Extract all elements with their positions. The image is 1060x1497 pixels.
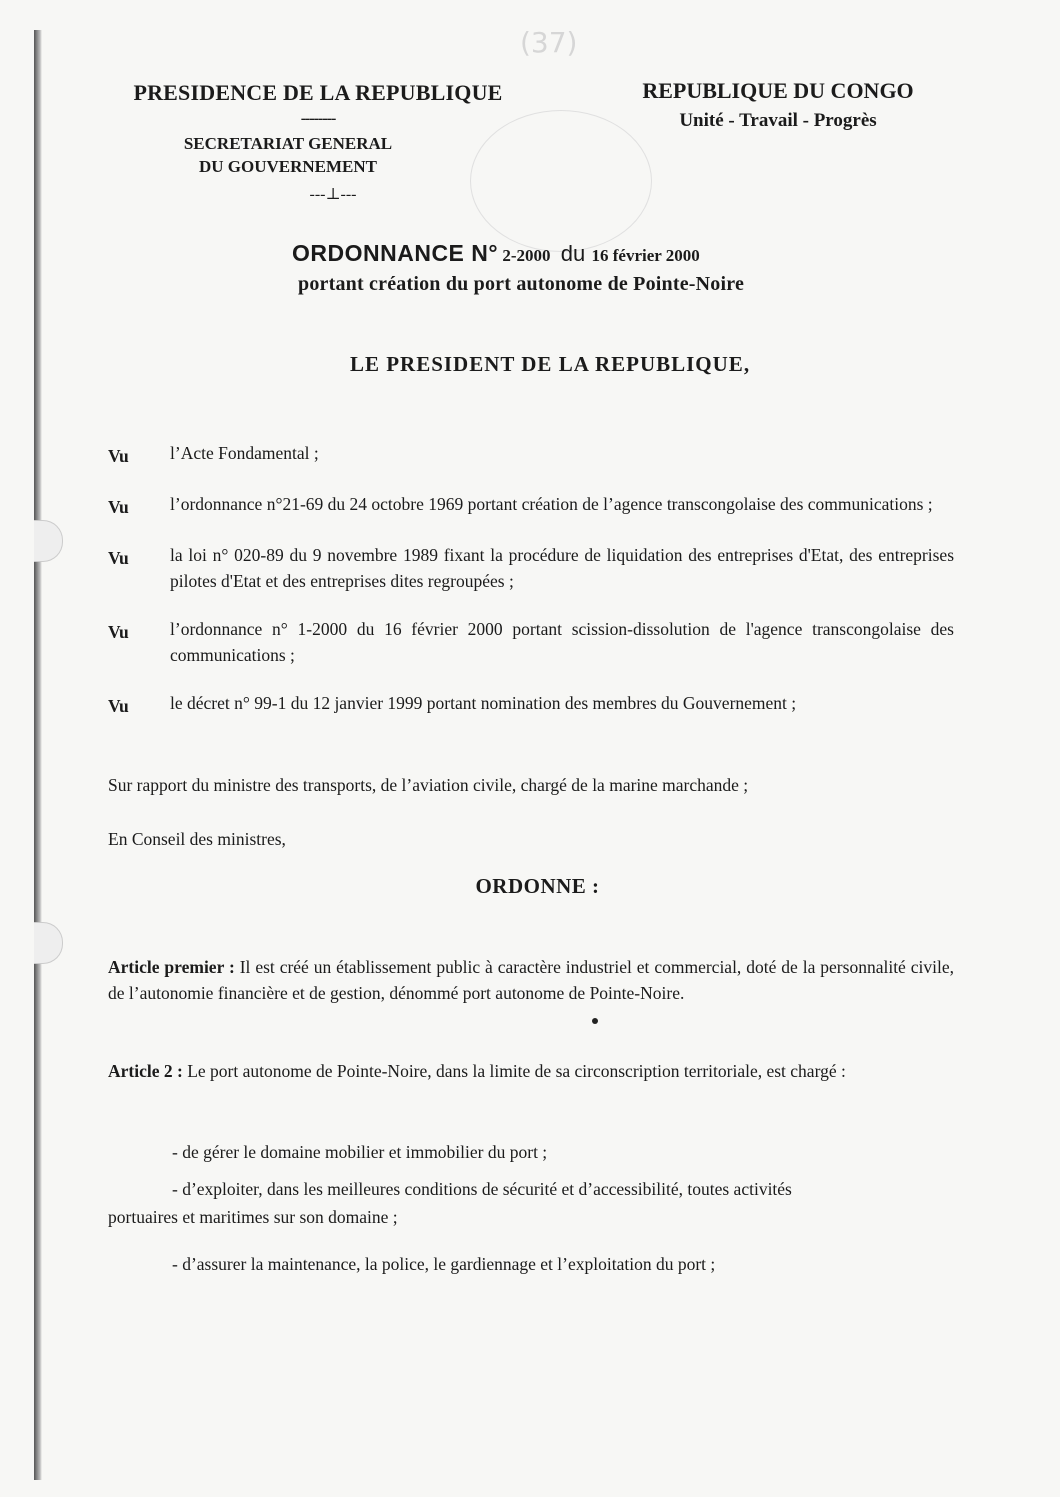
margin-note: (37) bbox=[520, 26, 578, 59]
vu-list bbox=[108, 440, 954, 741]
vu-text: la loi n° 020-89 du 9 novembre 1989 fixant la procédure de liquidation des entreprises d'Etat, des entreprises pilotes d'Etat et des entreprises dites regroupées ; bbox=[170, 545, 954, 591]
article-label: Article premier : bbox=[108, 957, 235, 977]
ordonnance-number: 2-2000 bbox=[502, 246, 551, 265]
vu-item bbox=[108, 690, 954, 719]
scan-edge bbox=[34, 30, 42, 1480]
du-word: du bbox=[560, 241, 586, 266]
president-heading: LE PRESIDENT DE LA REPUBLIQUE, bbox=[349, 352, 751, 376]
list-item: - de gérer le domaine mobilier et immobilier du port ; bbox=[172, 1142, 548, 1162]
conseil-line: En Conseil des ministres, bbox=[108, 829, 286, 849]
ordonne-heading: ORDONNE : bbox=[475, 874, 600, 898]
rapport-line: Sur rapport du ministre des transports, de l’aviation civile, chargé de la marine marchande ; bbox=[108, 775, 749, 795]
punch-hole bbox=[34, 922, 63, 964]
vu-label: Vu bbox=[108, 622, 129, 642]
presidence-title: PRESIDENCE DE LA REPUBLIQUE bbox=[133, 80, 503, 105]
republique-title: REPUBLIQUE DU CONGO bbox=[642, 78, 914, 103]
header-left bbox=[108, 80, 528, 204]
header-right bbox=[618, 78, 938, 132]
gouvernement-line: DU GOUVERNEMENT bbox=[198, 157, 378, 176]
separator-mark: ---⊥--- bbox=[309, 186, 357, 203]
secretariat-line: SECRETARIAT GENERAL bbox=[183, 134, 393, 153]
article-label: Article 2 : bbox=[108, 1061, 183, 1081]
ordonnance-title bbox=[292, 240, 852, 296]
ordonnance-subtitle: portant création du port autonome de Pointe-Noire bbox=[298, 273, 745, 295]
vu-text: l’Acte Fondamental ; bbox=[170, 443, 319, 463]
article-2 bbox=[108, 1058, 954, 1084]
article-premier bbox=[108, 954, 954, 1006]
vu-item bbox=[108, 542, 954, 594]
article-text: Il est créé un établissement public à caractère industriel et commercial, doté de la personnalité civile, de l’autonomie financière et de gestion, dénommé port autonome de Pointe-Noire. bbox=[108, 957, 954, 1003]
vu-text: l’ordonnance n° 1-2000 du 16 février 2000 portant scission-dissolution de l'agence transcongolaise des communications ; bbox=[170, 619, 954, 665]
separator: -------- bbox=[300, 110, 336, 127]
vu-label: Vu bbox=[108, 548, 129, 568]
vu-text: le décret n° 99-1 du 12 janvier 1999 portant nomination des membres du Gouvernement ; bbox=[170, 693, 797, 713]
punch-hole bbox=[34, 520, 63, 562]
vu-label: Vu bbox=[108, 497, 129, 517]
vu-label: Vu bbox=[108, 446, 129, 466]
list-item: - d’assurer la maintenance, la police, le gardiennage et l’exploitation du port ; bbox=[172, 1254, 716, 1274]
vu-label: Vu bbox=[108, 696, 129, 716]
ordonnance-word: ORDONNANCE N° bbox=[292, 240, 499, 266]
vu-text: l’ordonnance n°21-69 du 24 octobre 1969 portant création de l’agence transcongolaise des communications ; bbox=[170, 494, 933, 514]
secretariat-block bbox=[143, 132, 433, 178]
vu-item bbox=[108, 616, 954, 668]
vu-item bbox=[108, 440, 954, 469]
ordonnance-date: 16 février 2000 bbox=[591, 246, 700, 265]
motto: Unité - Travail - Progrès bbox=[679, 110, 877, 131]
vu-item bbox=[108, 491, 954, 520]
list-item-continuation: portuaires et maritimes sur son domaine ; bbox=[108, 1207, 398, 1227]
list-item: - d’exploiter, dans les meilleures conditions de sécurité et d’accessibilité, toutes activités bbox=[172, 1179, 792, 1199]
stray-mark bbox=[592, 1018, 598, 1024]
article-text: Le port autonome de Pointe-Noire, dans la limite de sa circonscription territoriale, est chargé : bbox=[182, 1061, 846, 1081]
ordonnance-line bbox=[292, 240, 852, 267]
